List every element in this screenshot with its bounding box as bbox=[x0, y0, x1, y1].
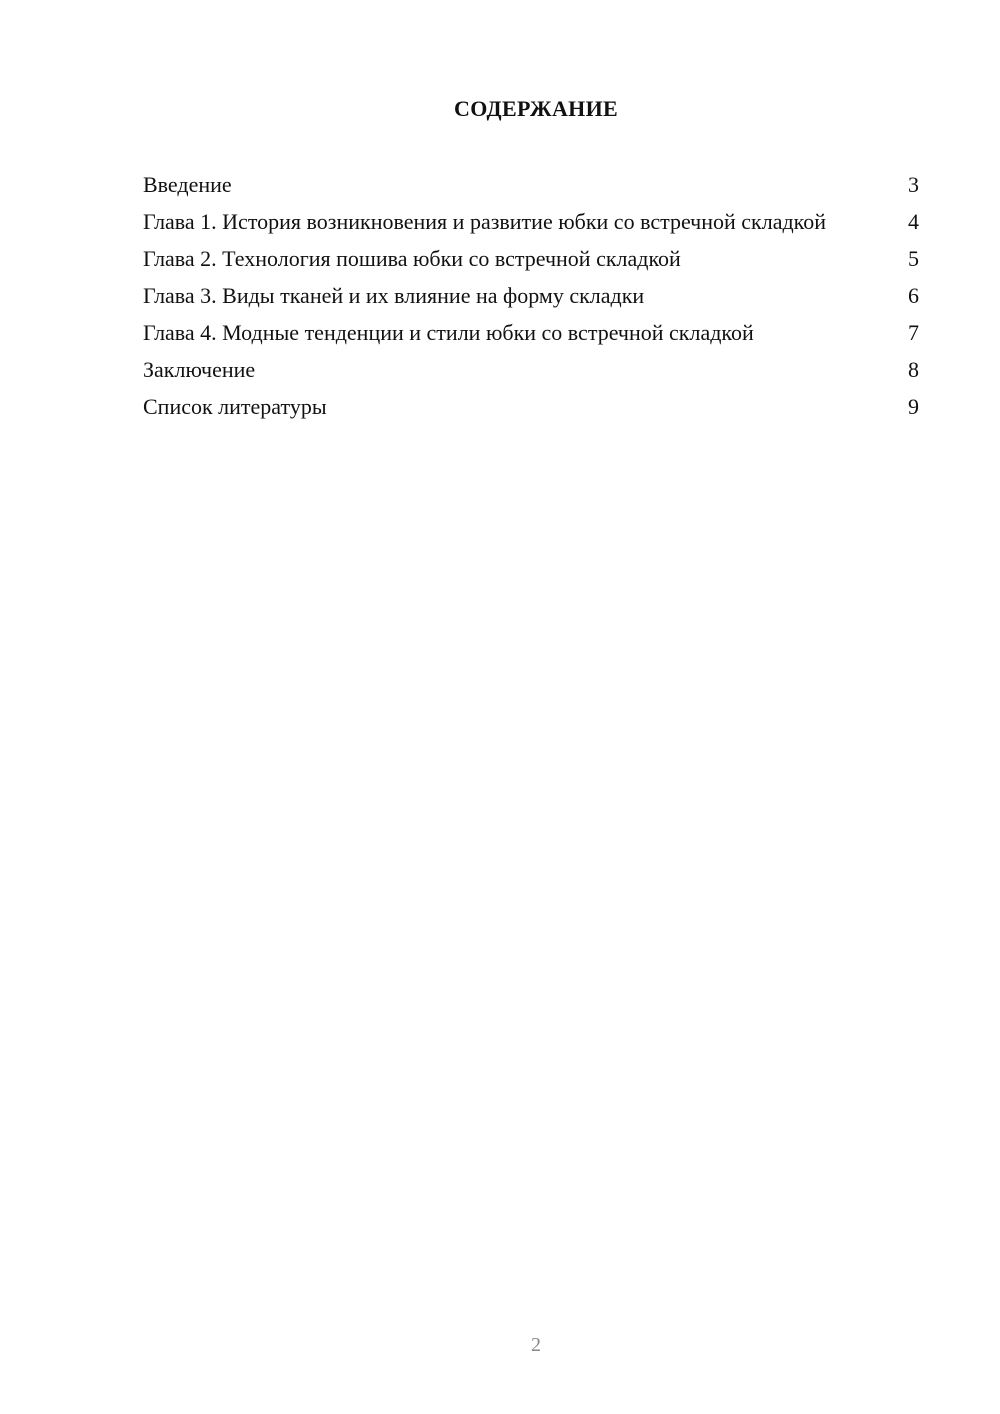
page-number: 2 bbox=[531, 1334, 541, 1356]
toc-entry-text: Заключение bbox=[143, 357, 256, 382]
table-of-contents bbox=[143, 171, 919, 430]
page-title: СОДЕРЖАНИЕ bbox=[454, 96, 618, 121]
toc-entry-text: Список литературы bbox=[143, 394, 327, 419]
toc-entry-page: 9 bbox=[908, 394, 919, 419]
toc-entry-page: 3 bbox=[908, 172, 919, 197]
toc-entry-chapter-3 bbox=[143, 282, 919, 310]
toc-entry-chapter-2 bbox=[143, 245, 919, 273]
toc-entry-page: 7 bbox=[908, 320, 919, 345]
toc-entry-page: 8 bbox=[908, 357, 919, 382]
toc-entry-text: Глава 3. Виды тканей и их влияние на форму складки bbox=[143, 283, 645, 308]
toc-entry-text: Введение bbox=[143, 172, 232, 197]
toc-entry-text: Глава 1. История возникновения и развитие юбки со встречной складкой bbox=[143, 209, 827, 234]
toc-entry-page: 6 bbox=[908, 283, 919, 308]
toc-entry-text: Глава 2. Технология пошива юбки со встречной складкой bbox=[143, 246, 681, 271]
toc-entry-introduction bbox=[143, 171, 919, 199]
toc-entry-chapter-1 bbox=[143, 208, 919, 236]
toc-entry-conclusion bbox=[143, 356, 919, 384]
toc-entry-page: 4 bbox=[908, 209, 919, 234]
toc-entry-chapter-4 bbox=[143, 319, 919, 347]
toc-entry-page: 5 bbox=[908, 246, 919, 271]
toc-entry-references bbox=[143, 393, 919, 421]
toc-entry-text: Глава 4. Модные тенденции и стили юбки со встречной складкой bbox=[143, 320, 754, 345]
